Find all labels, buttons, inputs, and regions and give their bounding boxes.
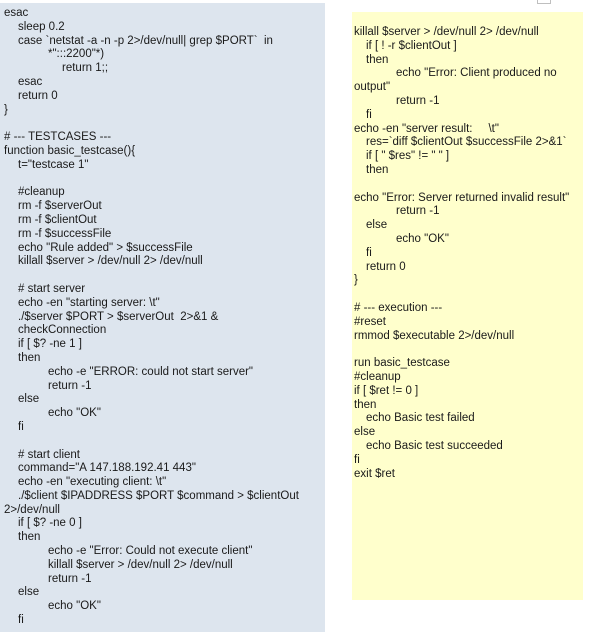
code-line: ./$client $IPADDRESS $PORT $command > $clientOut bbox=[18, 489, 299, 502]
code-line: return -1 bbox=[396, 94, 440, 107]
code-line: fi bbox=[366, 246, 372, 259]
code-line: fi bbox=[18, 420, 24, 433]
page-corner-mark bbox=[537, 0, 551, 4]
code-line: # --- execution --- bbox=[354, 301, 443, 314]
code-line: else bbox=[366, 219, 388, 232]
code-line: res=`diff $clientOut $successFile 2>&1` bbox=[366, 136, 567, 149]
code-line: exit $ret bbox=[354, 467, 395, 480]
code-line: return 0 bbox=[18, 89, 58, 102]
code-line: fi bbox=[354, 453, 360, 466]
code-line: sleep 0.2 bbox=[18, 20, 65, 33]
code-line: esac bbox=[18, 75, 43, 88]
code-line: echo -e "Error: Could not execute client" bbox=[48, 545, 253, 558]
code-line: return -1 bbox=[396, 205, 440, 218]
code-line: echo -e "ERROR: could not start server" bbox=[48, 365, 254, 378]
code-line: then bbox=[366, 53, 389, 66]
code-line: if [ ! -r $clientOut ] bbox=[366, 39, 457, 52]
code-line: ./$server $PORT > $serverOut 2>&1 & bbox=[18, 310, 219, 323]
code-line bbox=[352, 178, 583, 192]
code-line: echo "OK" bbox=[48, 600, 101, 613]
code-line: #cleanup bbox=[354, 370, 401, 383]
code-line: function basic_testcase(){ bbox=[4, 144, 136, 157]
code-line: fi bbox=[18, 614, 24, 627]
code-line bbox=[0, 435, 325, 449]
code-line: rm -f $successFile bbox=[18, 227, 112, 240]
code-line bbox=[0, 173, 325, 187]
code-line: if [ $ret != 0 ] bbox=[354, 384, 419, 397]
code-line: # --- TESTCASES --- bbox=[4, 131, 112, 144]
code-line: echo "Error: Server returned invalid result" bbox=[354, 191, 570, 204]
code-line: rmmod $executable 2>/dev/null bbox=[354, 329, 515, 342]
code-line: t="testcase 1" bbox=[18, 158, 89, 171]
code-line: else bbox=[354, 426, 376, 439]
code-line: then bbox=[354, 398, 377, 411]
code-line: if [ " $res" != " " ] bbox=[366, 150, 450, 163]
code-line: killall $server > /dev/null 2> /dev/null bbox=[48, 558, 233, 571]
code-line: 2>/dev/null bbox=[4, 503, 60, 516]
code-line: return 1;; bbox=[62, 62, 109, 75]
code-line: run basic_testcase bbox=[354, 357, 450, 370]
code-line: echo "OK" bbox=[48, 407, 101, 420]
code-line: } bbox=[4, 103, 8, 116]
code-line: then bbox=[18, 351, 41, 364]
code-block-right bbox=[352, 12, 583, 600]
code-line: if [ $? -ne 1 ] bbox=[18, 338, 82, 351]
code-line: *":::2200"*) bbox=[48, 48, 105, 61]
code-line: killall $server > /dev/null 2> /dev/null bbox=[354, 26, 539, 38]
code-line bbox=[352, 343, 583, 357]
code-line: rm -f $serverOut bbox=[18, 200, 102, 213]
code-line: then bbox=[366, 163, 389, 176]
code-line: rm -f $clientOut bbox=[18, 213, 97, 226]
code-line: echo "Rule added" > $successFile bbox=[18, 241, 193, 254]
code-line: if [ $? -ne 0 ] bbox=[18, 517, 82, 530]
code-line: } bbox=[354, 274, 358, 287]
code-line: else bbox=[18, 393, 40, 406]
code-line: else bbox=[18, 586, 40, 599]
code-line: echo Basic test succeeded bbox=[366, 439, 503, 452]
code-line: command="A 147.188.192.41 443" bbox=[18, 462, 196, 475]
code-line: then bbox=[18, 531, 41, 544]
code-line: esac bbox=[4, 7, 29, 19]
code-line: # start server bbox=[18, 282, 86, 295]
code-line: case `netstat -a -n -p 2>/dev/null| grep $PORT` in bbox=[18, 34, 273, 47]
code-line: echo Basic test failed bbox=[366, 412, 475, 425]
code-line: return -1 bbox=[48, 379, 92, 392]
code-line: # start client bbox=[18, 448, 80, 461]
code-line: echo "Error: Client produced no bbox=[396, 67, 557, 80]
code-line: #reset bbox=[354, 315, 386, 328]
code-line: echo -en "server result: \t" bbox=[354, 122, 499, 135]
code-block-left bbox=[0, 3, 325, 632]
code-line bbox=[352, 288, 583, 302]
code-line: checkConnection bbox=[18, 324, 107, 337]
code-line: output" bbox=[354, 81, 391, 94]
code-line: fi bbox=[366, 108, 372, 121]
code-line: echo -en "starting server: \t" bbox=[18, 296, 160, 309]
code-line: killall $server > /dev/null 2> /dev/null bbox=[18, 255, 203, 268]
code-line bbox=[0, 269, 325, 283]
code-line: return -1 bbox=[48, 572, 92, 585]
code-line: #cleanup bbox=[18, 186, 65, 199]
code-line bbox=[0, 117, 325, 131]
code-line: return 0 bbox=[366, 260, 406, 273]
code-line: echo -en "executing client: \t" bbox=[18, 476, 167, 489]
code-line: echo "OK" bbox=[396, 232, 449, 245]
